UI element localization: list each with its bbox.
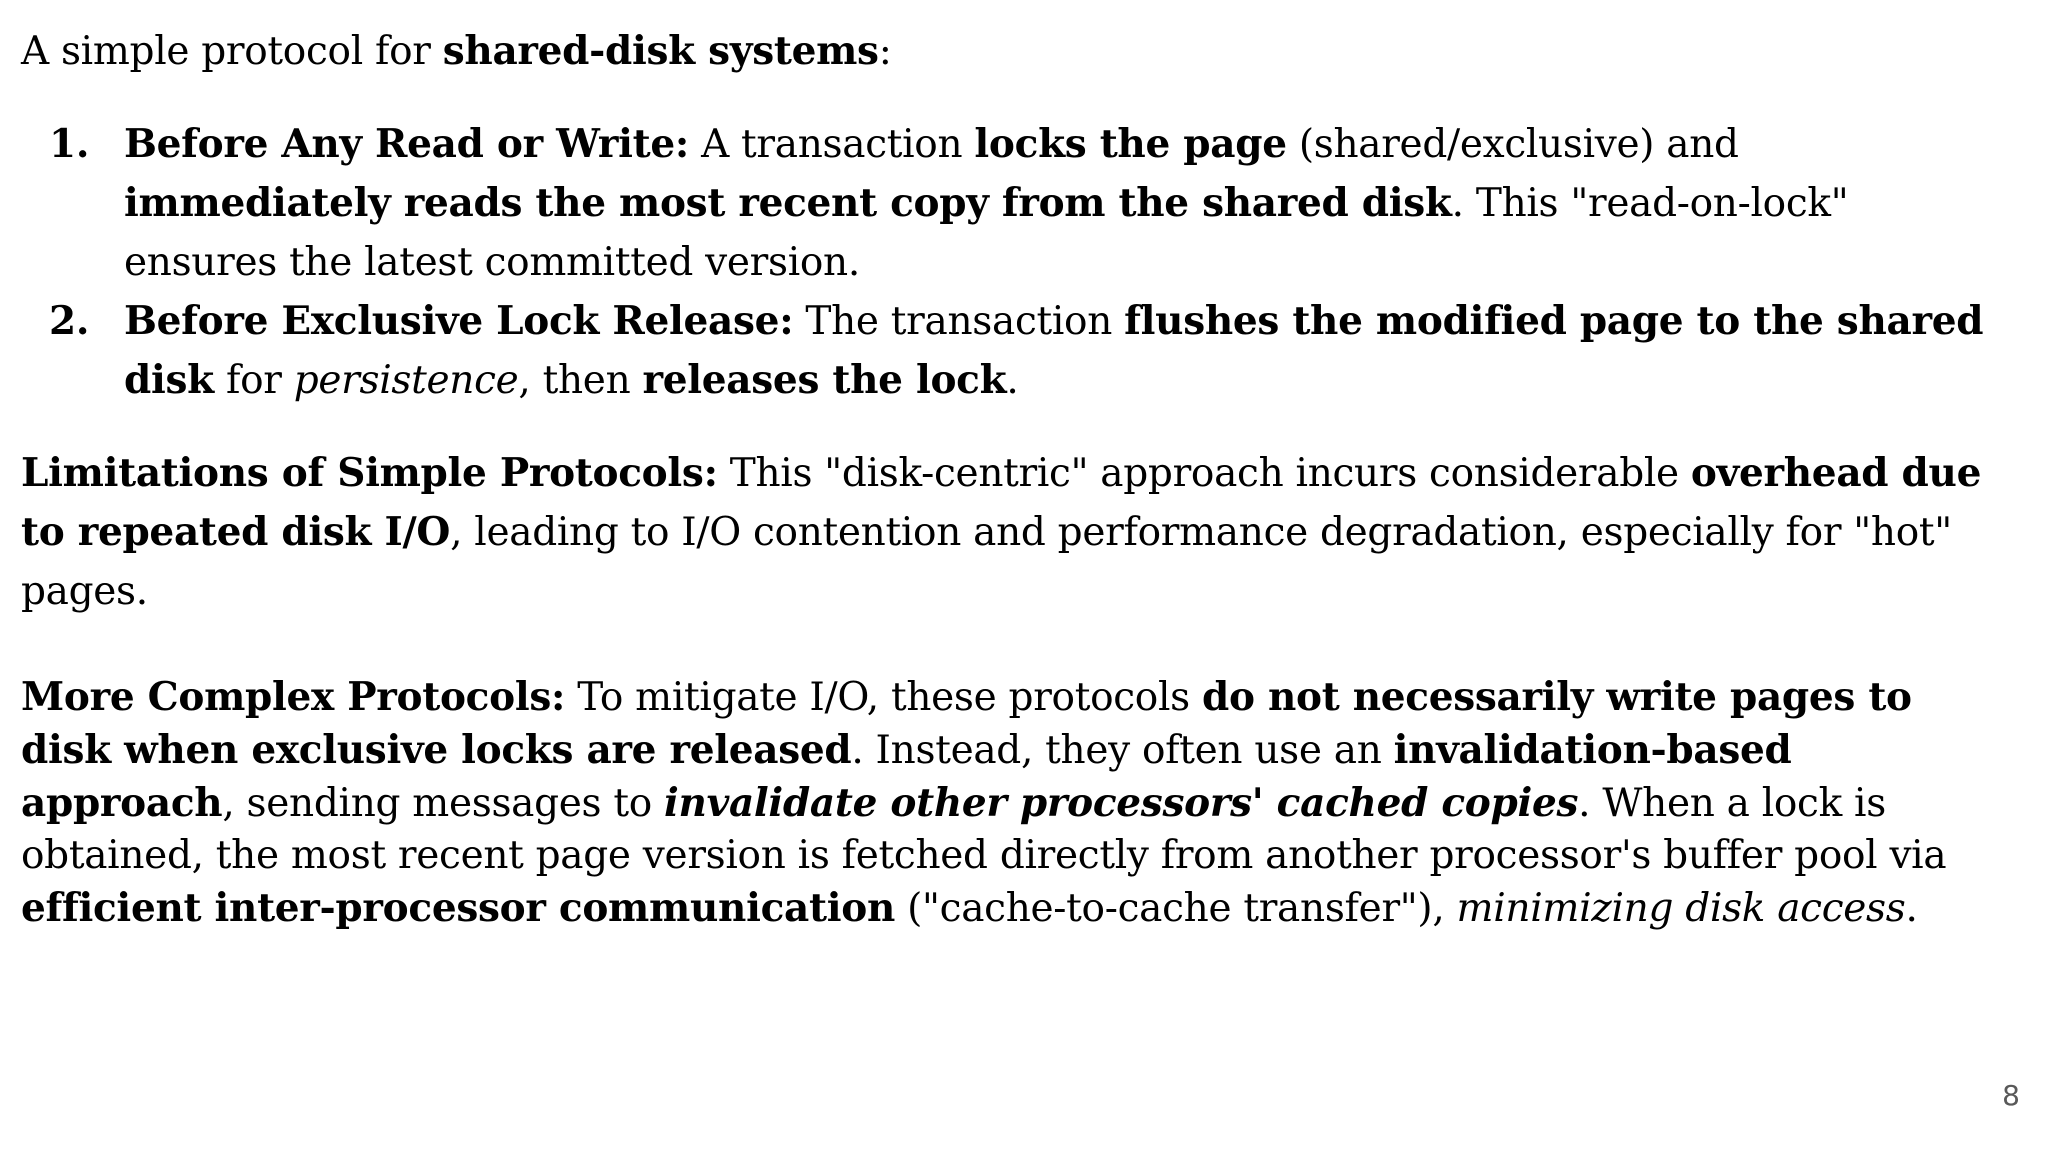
intro-suffix: : bbox=[878, 29, 892, 74]
step-number: 2. bbox=[49, 298, 90, 344]
step-text: , then bbox=[518, 358, 643, 403]
step-lead: Before Any Read or Write: bbox=[124, 121, 689, 167]
step-italic: persistence bbox=[293, 358, 519, 403]
slide-content bbox=[21, 22, 2011, 935]
complex-text: ("cache-to-cache transfer"), bbox=[895, 886, 1457, 931]
step-bold: locks the page bbox=[974, 121, 1287, 167]
step-text: . This "read-on-lock" ensures the latest committed version. bbox=[124, 181, 1849, 285]
limitations-bold: overhead due to repeated disk I/O bbox=[21, 450, 1982, 555]
step-bold: releases the lock bbox=[642, 357, 1007, 403]
step-text: . bbox=[1006, 358, 1019, 403]
step-text: for bbox=[213, 358, 294, 403]
complex-text: . bbox=[1905, 886, 1918, 931]
limitations-paragraph bbox=[21, 444, 2011, 621]
step-number: 1. bbox=[49, 121, 90, 167]
step-bold: flushes the modified page to the shared disk bbox=[124, 298, 1984, 403]
protocol-steps-list bbox=[21, 115, 2011, 410]
step-lead: Before Exclusive Lock Release: bbox=[124, 298, 794, 344]
limitations-lead: Limitations of Simple Protocols: bbox=[21, 450, 718, 496]
intro-text: A simple protocol for bbox=[21, 29, 443, 74]
complex-lead: More Complex Protocols: bbox=[21, 674, 566, 720]
complex-bold-italic: invalidate other processors' cached copies bbox=[664, 780, 1579, 826]
complex-italic: minimizing disk access bbox=[1456, 886, 1906, 931]
complex-protocols-paragraph bbox=[21, 671, 2011, 935]
protocol-step-1 bbox=[21, 115, 2011, 292]
step-text: (shared/exclusive) and bbox=[1286, 122, 1739, 167]
step-text: The transaction bbox=[793, 299, 1125, 344]
complex-text: , sending messages to bbox=[222, 781, 665, 826]
complex-bold: efficient inter-processor communication bbox=[21, 885, 896, 931]
limitations-text: , leading to I/O contention and performance degradation, especially for "hot" pages. bbox=[21, 510, 1952, 614]
intro-bold: shared-disk systems bbox=[442, 28, 879, 74]
complex-text: . Instead, they often use an bbox=[851, 728, 1394, 773]
limitations-text: This "disk-centric" approach incurs considerable bbox=[717, 451, 1691, 496]
complex-bold: invalidation-based approach bbox=[21, 727, 1792, 826]
protocol-step-2 bbox=[21, 292, 2011, 410]
page-number: 8 bbox=[2002, 1079, 2020, 1112]
complex-text: To mitigate I/O, these protocols bbox=[565, 675, 1202, 720]
complex-bold: do not necessarily write pages to disk when exclusive locks are released bbox=[21, 674, 1912, 773]
step-bold: immediately reads the most recent copy from the shared disk bbox=[124, 180, 1452, 226]
step-text: A transaction bbox=[688, 122, 975, 167]
intro-paragraph bbox=[21, 22, 2011, 81]
complex-text: . When a lock is obtained, the most recent page version is fetched directly from another processor's buffer pool via bbox=[21, 781, 1947, 878]
